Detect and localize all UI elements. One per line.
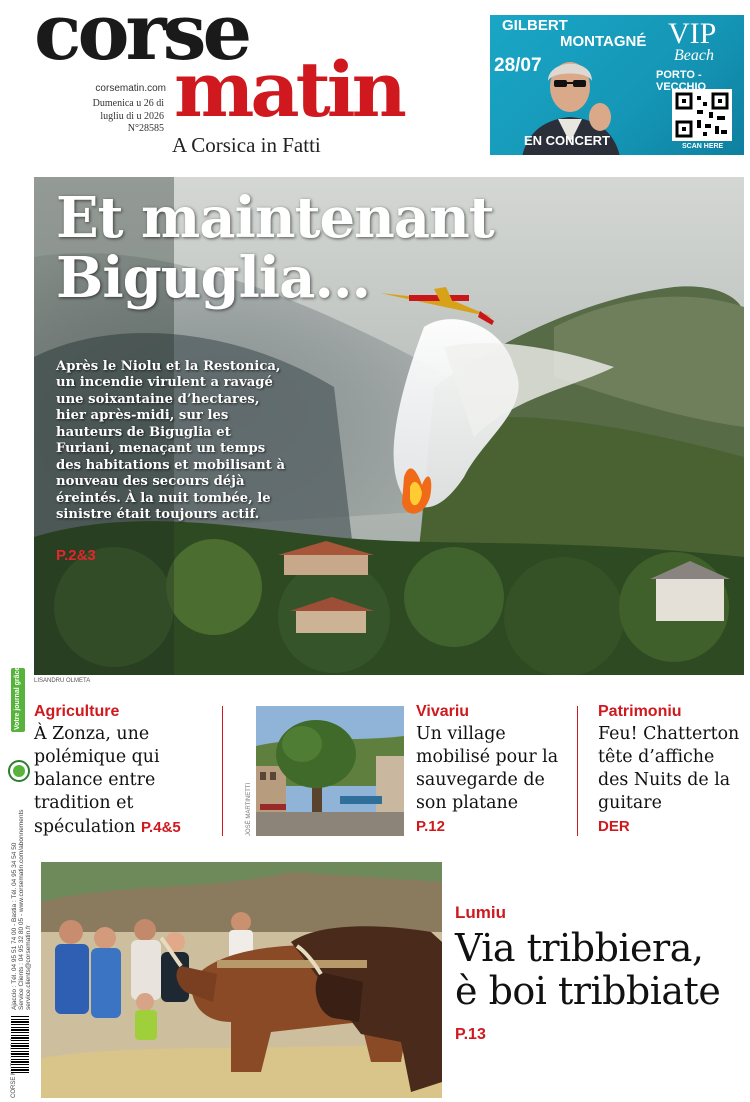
bottom-headline [455,927,745,1012]
qr-code-icon[interactable] [672,89,732,141]
date-line-1: Dumenica u 26 di [92,98,164,109]
column-divider [577,706,578,836]
contact-line-1: Ajaccio : Tél. 04 95 51 74 00 - Bastia : Tél. 04 95 34 54 50 [11,842,18,1010]
bottom-headline-line-2: è boi tribbiate [455,968,721,1013]
teaser-patrimoniu[interactable] [598,703,748,835]
lead-body: Après le Niolu et la Restonica, un incendie virulent a ravagé une soixantaine d’hectares, hier après-midi, sur les hauteurs de Biguglia et Furiani, menaçant un temps des habitations et mobilisant à nouveau des secours déjà éreintés. À la nuit tombée, le sinistre était toujours actif. [56,359,285,522]
bottom-page-ref[interactable]: P.13 [455,1026,486,1044]
teaser-headline [34,723,229,839]
teaser-kicker: Patrimoniu [598,703,682,720]
ad-vip: VIP [668,17,717,50]
column-divider [222,706,223,836]
lead-page-ref[interactable]: P.2&3 [56,547,96,564]
ad-concert: EN CONCERT [524,133,610,148]
ad-artist-first: GILBERT [502,17,568,34]
date-line-2: lugliu di u 2026 [100,110,164,122]
oxen-threshing-photo [41,862,442,1098]
village-plane-tree-photo [256,706,404,836]
ad-city: PORTO - VECCHIO [656,69,707,93]
teaser-page-ref[interactable]: P.12 [416,817,445,835]
lead-story[interactable] [34,177,744,675]
bottom-story-lumiu[interactable] [455,903,745,1044]
tagline: A Corsica in Fatti [172,133,321,157]
ad-artist-last: MONTAGNÉ [560,32,647,50]
lead-photo-credit: LISANDRU OLMETA [34,678,91,684]
contact-strip [9,0,33,1102]
website[interactable]: corsematin.com [95,83,166,94]
teaser-headline: Feu! Chatterton tête d’affiche des Nuits de la guitare [598,724,740,814]
bottom-headline-line-1: Via tribbiera, [455,926,704,970]
teaser-page-ref[interactable]: P.4&5 [140,818,181,836]
teaser-vivariu[interactable] [416,703,566,835]
teaser-page-ref[interactable]: DER [598,817,630,835]
lead-headline-line-1: Et maintenant [56,185,494,251]
bottom-kicker: Lumiu [455,903,506,922]
issue-number: N°28585 [127,123,164,134]
teaser-agriculture[interactable] [34,703,229,839]
concert-advertisement[interactable] [490,15,744,155]
teaser-kicker: Vivariu [416,703,470,720]
teaser-headline: Un village mobilisé pour la sauvegarde de son platane [416,724,559,814]
ad-scan: SCAN HERE [682,143,724,150]
contact-line-2: Service Clients : 04 95 32 80 05 - www.corsematin.com/abonnements [18,809,25,1010]
logo-matin: matin [174,45,403,134]
eco-badge-text: Votre journal grâce ou 83 [14,646,21,730]
ad-artist [502,18,646,50]
teaser-kicker: Agriculture [34,703,120,720]
logo-corse: corse [34,0,249,78]
ad-date: 28/07 [494,55,542,76]
lead-headline[interactable] [56,185,494,311]
contact-line-3: service.clients@corsematin.fr [25,925,32,1010]
lead-headline-line-2: Biguglia... [56,244,370,311]
village-photo-credit: JOSÉ MARTINETTI [246,782,252,836]
issue-date [86,98,164,136]
teaser-headline-text: À Zonza, une polémique qui balance entre tradition et spéculation [34,724,160,837]
barcode-icon [11,1015,29,1073]
ad-beach: Beach [674,47,714,64]
